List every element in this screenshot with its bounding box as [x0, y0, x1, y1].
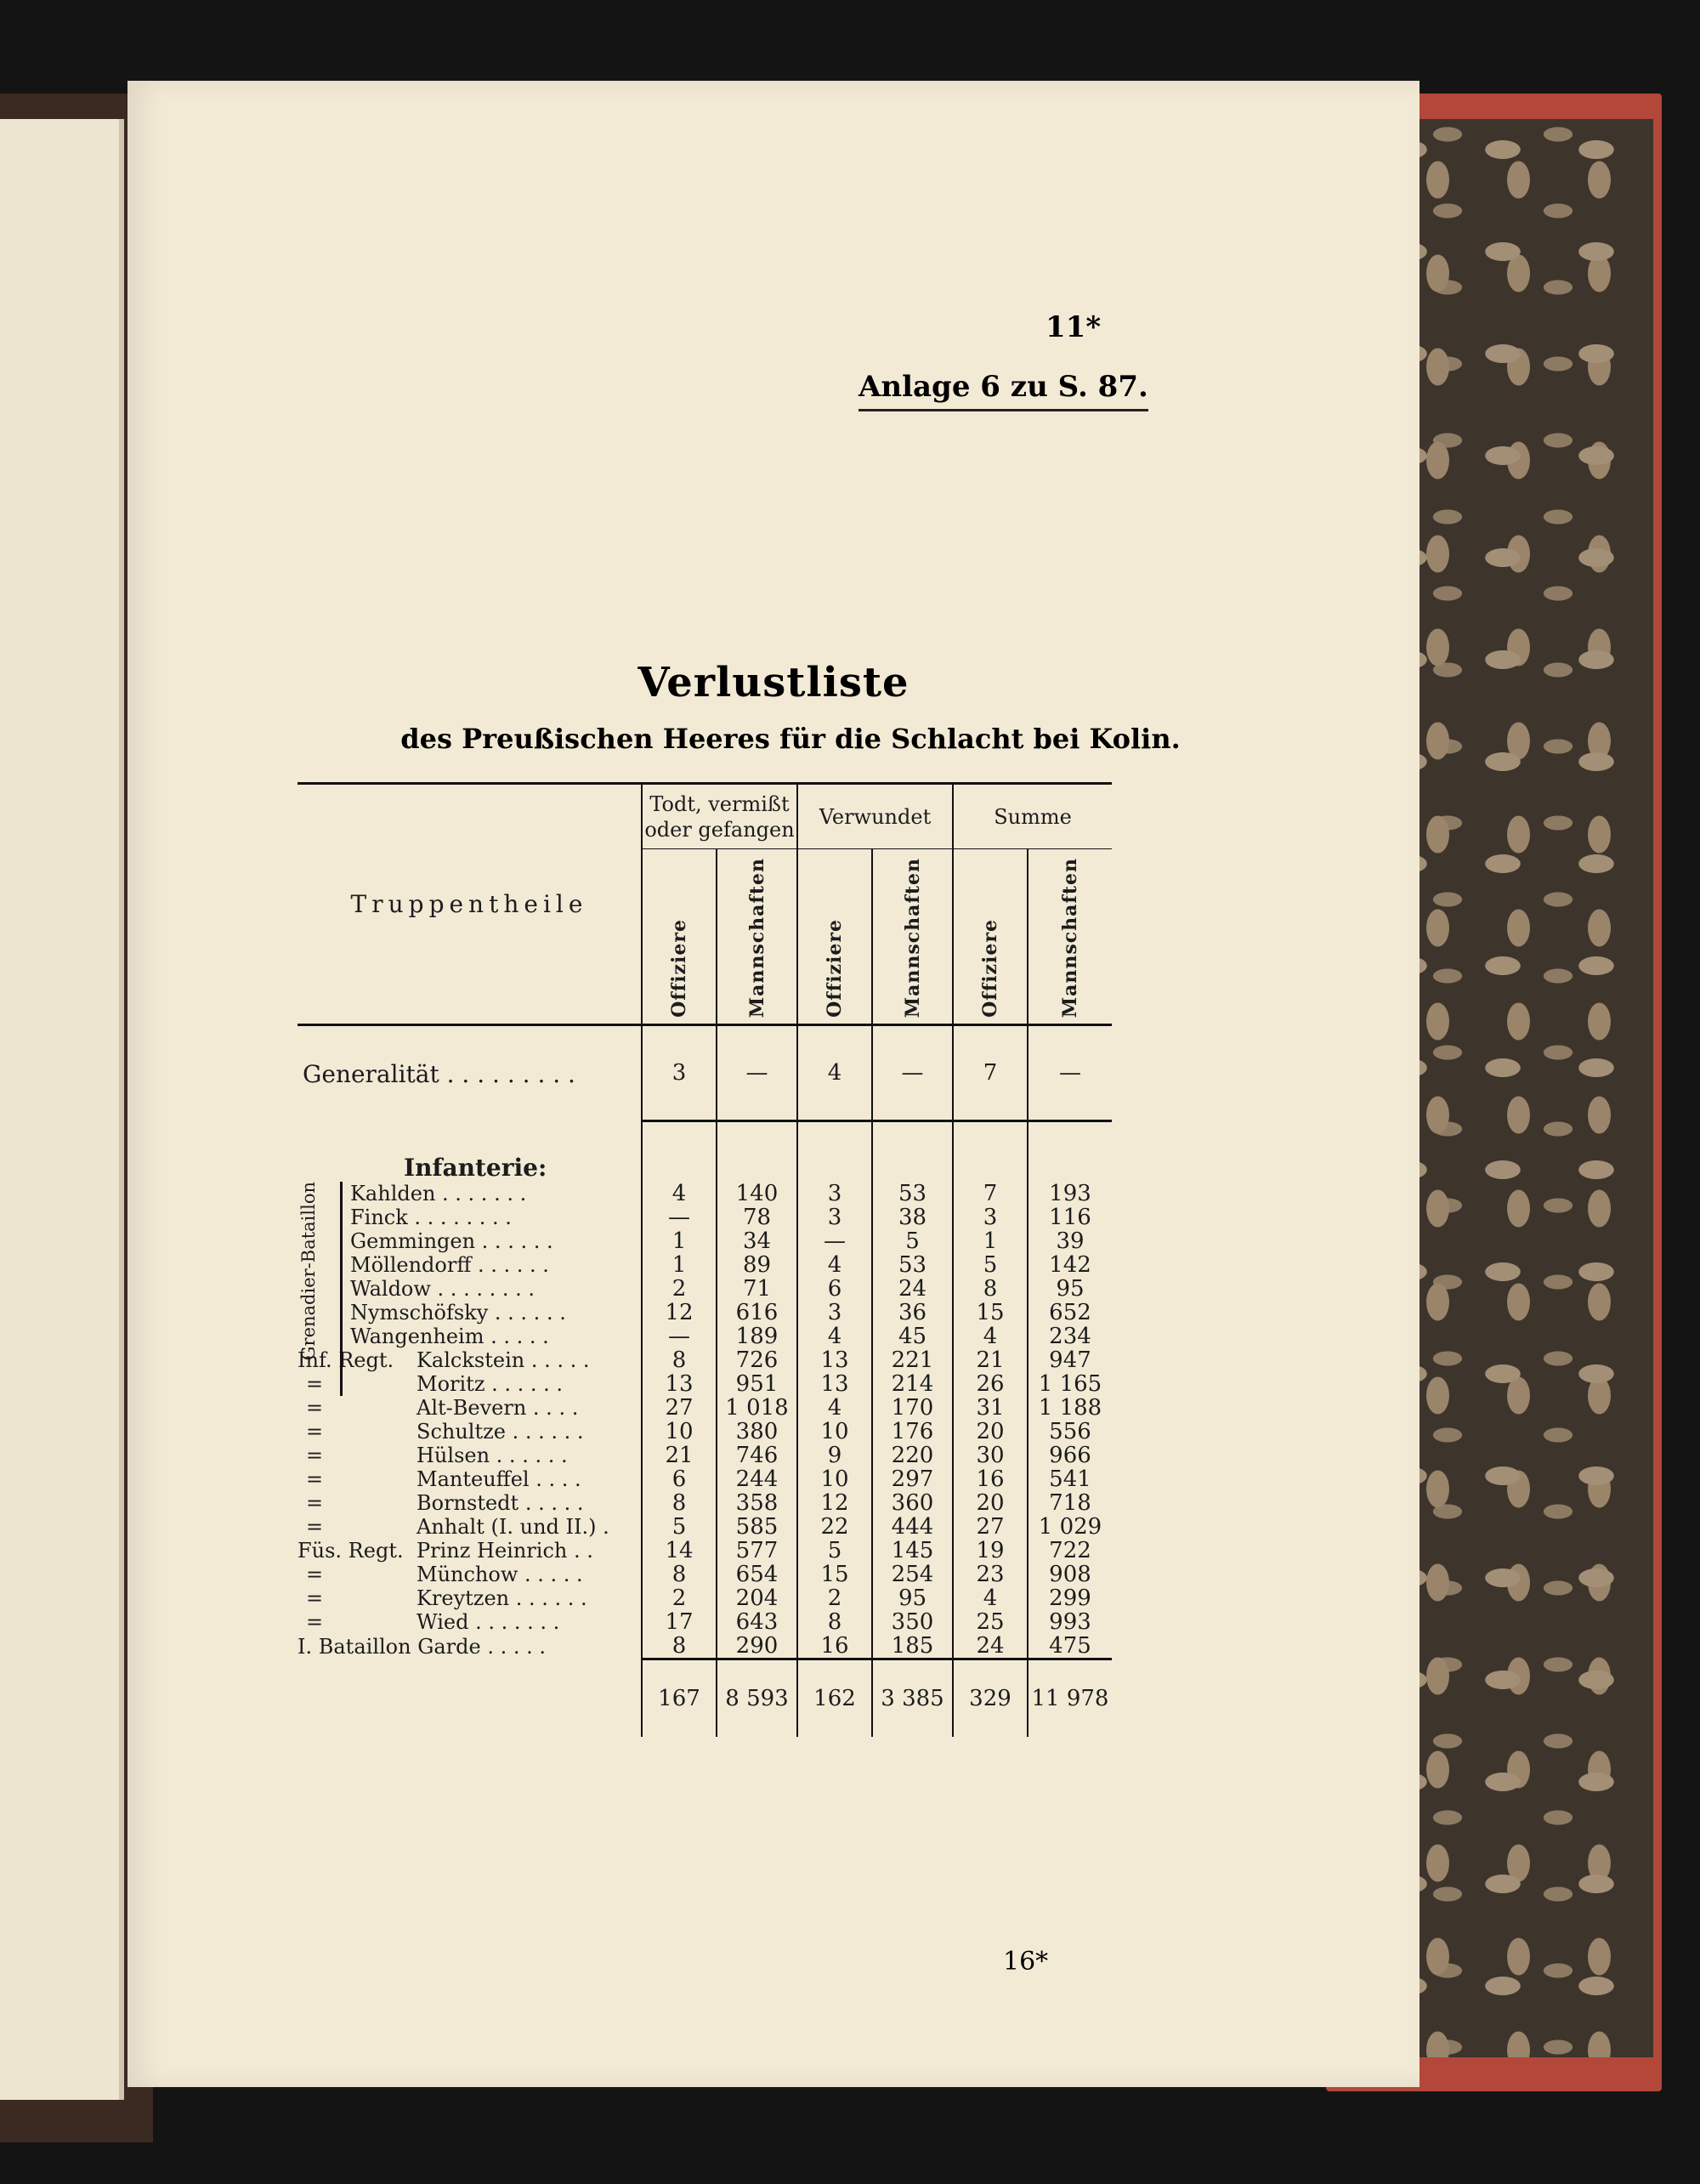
cell-value: 8: [953, 1277, 1028, 1301]
cell-value: 654: [717, 1563, 797, 1586]
row-label: Finck . . . . . . . .: [350, 1205, 512, 1230]
cell-value: 214: [872, 1372, 953, 1396]
loss-table: [298, 782, 1112, 1737]
cell-value: 170: [872, 1396, 953, 1420]
cell-value: 53: [872, 1253, 953, 1277]
header-mannschaften: Mannschaften: [717, 849, 797, 1025]
total-value: 162: [797, 1659, 872, 1738]
cell-value: 966: [1028, 1444, 1112, 1467]
cell-value: —: [642, 1325, 717, 1348]
cell-value: 19: [953, 1539, 1028, 1563]
cell-value: 8: [642, 1348, 717, 1372]
cell-value: 3: [797, 1205, 872, 1229]
cell-value: 8: [797, 1610, 872, 1634]
cell-value: 6: [797, 1277, 872, 1301]
cell-value: 616: [717, 1301, 797, 1325]
table-row: [298, 1586, 1112, 1610]
row-label: I. Bataillon Garde . . . . .: [298, 1635, 547, 1659]
cell-value: 39: [1028, 1229, 1112, 1253]
row-label: = Anhalt (I. und II.) .: [306, 1515, 609, 1540]
table-row: [298, 1372, 1112, 1396]
table-row: [298, 1539, 1112, 1563]
table-row: [298, 1277, 1112, 1301]
cell-value: 20: [953, 1491, 1028, 1515]
cell-value: 4: [953, 1586, 1028, 1610]
cell-value: 34: [717, 1229, 797, 1253]
cell-value: 7: [953, 1025, 1028, 1121]
cell-value: 1: [642, 1253, 717, 1277]
cell-value: 652: [1028, 1301, 1112, 1325]
cell-value: 21: [642, 1444, 717, 1467]
cell-value: 4: [953, 1325, 1028, 1348]
page-number: 11*: [1046, 310, 1102, 344]
cell-value: 189: [717, 1325, 797, 1348]
header-offiziere: Offiziere: [642, 849, 717, 1025]
cell-value: 3: [953, 1205, 1028, 1229]
document-page: [128, 81, 1420, 2087]
cell-value: 4: [642, 1182, 717, 1205]
cell-value: 17: [642, 1610, 717, 1634]
cell-value: 12: [642, 1301, 717, 1325]
cell-value: 908: [1028, 1563, 1112, 1586]
row-label: Füs. Regt. Prinz Heinrich . .: [298, 1539, 593, 1563]
cell-value: 722: [1028, 1539, 1112, 1563]
cell-value: 5: [953, 1253, 1028, 1277]
table-row: [298, 1205, 1112, 1229]
cell-value: 951: [717, 1372, 797, 1396]
cell-value: 3: [642, 1025, 717, 1121]
table-row: [298, 1563, 1112, 1586]
cell-value: 45: [872, 1325, 953, 1348]
table-row: [298, 1515, 1112, 1539]
cell-value: 25: [953, 1610, 1028, 1634]
grenadier-bracket: Grenadier-Bataillon: [299, 1182, 343, 1396]
row-label: Wangenheim . . . . .: [350, 1325, 549, 1349]
cell-value: 10: [797, 1467, 872, 1491]
marbled-endpaper: [1381, 119, 1653, 2057]
cell-value: 26: [953, 1372, 1028, 1396]
table-row: [298, 1396, 1112, 1420]
cell-value: 30: [953, 1444, 1028, 1467]
signature-mark: 16*: [1003, 1947, 1049, 1977]
appendix-reference: Anlage 6 zu S. 87.: [858, 370, 1148, 411]
infanterie-label: Infanterie:: [404, 1154, 547, 1183]
cell-value: 541: [1028, 1467, 1112, 1491]
cell-value: 5: [642, 1515, 717, 1539]
cell-value: 234: [1028, 1325, 1112, 1348]
cell-value: 176: [872, 1420, 953, 1444]
cell-value: —: [872, 1025, 953, 1121]
cell-value: 38: [872, 1205, 953, 1229]
cell-value: 475: [1028, 1634, 1112, 1659]
row-label: Möllendorff . . . . . .: [350, 1253, 549, 1278]
cell-value: 297: [872, 1467, 953, 1491]
cell-value: 10: [642, 1420, 717, 1444]
cell-value: 12: [797, 1491, 872, 1515]
header-offiziere: Offiziere: [953, 849, 1028, 1025]
generalitaet-row: [298, 1025, 1112, 1121]
cell-value: 254: [872, 1563, 953, 1586]
row-label: = Hülsen . . . . . .: [306, 1444, 568, 1468]
cell-value: 193: [1028, 1182, 1112, 1205]
cell-value: 16: [953, 1467, 1028, 1491]
table-row: [298, 1610, 1112, 1634]
total-value: 167: [642, 1659, 717, 1738]
header-mannschaften: Mannschaften: [1028, 849, 1112, 1025]
row-label: Waldow . . . . . . . .: [350, 1277, 535, 1302]
cell-value: 360: [872, 1491, 953, 1515]
cell-value: 95: [872, 1586, 953, 1610]
table-row: [298, 1182, 1112, 1205]
header-truppentheile: Truppentheile: [298, 784, 642, 1025]
table-row: [298, 1444, 1112, 1467]
header-mannschaften: Mannschaften: [872, 849, 953, 1025]
cell-value: 89: [717, 1253, 797, 1277]
cell-value: 8: [642, 1491, 717, 1515]
cell-value: 8: [642, 1634, 717, 1659]
table-row: [298, 1229, 1112, 1253]
cell-value: 5: [797, 1539, 872, 1563]
cell-value: 350: [872, 1610, 953, 1634]
cell-value: 24: [953, 1634, 1028, 1659]
cell-value: 746: [717, 1444, 797, 1467]
cell-value: 22: [797, 1515, 872, 1539]
total-value: 8 593: [717, 1659, 797, 1738]
cell-value: 643: [717, 1610, 797, 1634]
table-row: [298, 1253, 1112, 1277]
row-label: = Schultze . . . . . .: [306, 1420, 584, 1444]
row-label: = Manteuffel . . . .: [306, 1467, 581, 1492]
cell-value: 23: [953, 1563, 1028, 1586]
cell-value: 4: [797, 1396, 872, 1420]
total-value: 3 385: [872, 1659, 953, 1738]
cell-value: 444: [872, 1515, 953, 1539]
row-label: Inf. Regt. Kalckstein . . . . .: [298, 1348, 590, 1373]
cell-value: 1 165: [1028, 1372, 1112, 1396]
cell-value: 1 188: [1028, 1396, 1112, 1420]
table-row: [298, 1420, 1112, 1444]
cell-value: 27: [642, 1396, 717, 1420]
header-summe: Summe: [953, 784, 1112, 849]
cell-value: 585: [717, 1515, 797, 1539]
cell-value: 556: [1028, 1420, 1112, 1444]
cell-value: 78: [717, 1205, 797, 1229]
cell-value: 9: [797, 1444, 872, 1467]
cell-value: 4: [797, 1325, 872, 1348]
cell-value: 993: [1028, 1610, 1112, 1634]
cell-value: 8: [642, 1563, 717, 1586]
table-row: [298, 1634, 1112, 1659]
header-verwundet: Verwundet: [797, 784, 953, 849]
cell-value: 380: [717, 1420, 797, 1444]
row-label: = Kreytzen . . . . . .: [306, 1586, 587, 1611]
cell-value: —: [642, 1205, 717, 1229]
cell-value: 10: [797, 1420, 872, 1444]
totals-row: [298, 1659, 1112, 1738]
cell-value: 71: [717, 1277, 797, 1301]
table-row: [298, 1301, 1112, 1325]
cell-value: 3: [797, 1301, 872, 1325]
row-label: Gemmingen . . . . . .: [350, 1229, 553, 1254]
cell-value: 16: [797, 1634, 872, 1659]
cell-value: 2: [642, 1277, 717, 1301]
row-label: = Münchow . . . . .: [306, 1563, 583, 1587]
cell-value: 24: [872, 1277, 953, 1301]
cell-value: 726: [717, 1348, 797, 1372]
cell-value: 2: [642, 1586, 717, 1610]
cell-value: 13: [642, 1372, 717, 1396]
facing-page-left: [0, 119, 124, 2100]
cell-value: 36: [872, 1301, 953, 1325]
cell-value: 947: [1028, 1348, 1112, 1372]
page-subtitle: des Preußischen Heeres für die Schlacht bei Kolin.: [400, 723, 1181, 755]
cell-value: 204: [717, 1586, 797, 1610]
cell-value: 290: [717, 1634, 797, 1659]
cell-value: 2: [797, 1586, 872, 1610]
cell-value: 3: [797, 1182, 872, 1205]
infanterie-heading-row: [298, 1121, 1112, 1183]
cell-value: 185: [872, 1634, 953, 1659]
cell-value: 20: [953, 1420, 1028, 1444]
table-row: [298, 1467, 1112, 1491]
table-row: [298, 1325, 1112, 1348]
row-label: Generalität . . . . . . . . .: [303, 1059, 575, 1088]
cell-value: 358: [717, 1491, 797, 1515]
cell-value: 13: [797, 1348, 872, 1372]
cell-value: 53: [872, 1182, 953, 1205]
total-value: 329: [953, 1659, 1028, 1738]
total-value: 11 978: [1028, 1659, 1112, 1738]
cell-value: 5: [872, 1229, 953, 1253]
cell-value: 1 029: [1028, 1515, 1112, 1539]
cell-value: 15: [797, 1563, 872, 1586]
cell-value: 7: [953, 1182, 1028, 1205]
cell-value: 4: [797, 1253, 872, 1277]
cell-value: 1: [953, 1229, 1028, 1253]
table-row: [298, 1491, 1112, 1515]
cell-value: 221: [872, 1348, 953, 1372]
cell-value: 1: [642, 1229, 717, 1253]
row-label: Grenadier-Bataillon Kahlden . . . . . . .: [298, 1182, 642, 1205]
cell-value: —: [1028, 1025, 1112, 1121]
cell-value: 116: [1028, 1205, 1112, 1229]
cell-value: 15: [953, 1301, 1028, 1325]
cell-value: 21: [953, 1348, 1028, 1372]
cell-value: 6: [642, 1467, 717, 1491]
cell-value: 577: [717, 1539, 797, 1563]
cell-value: 4: [797, 1025, 872, 1121]
cell-value: —: [797, 1229, 872, 1253]
row-label: = Moritz . . . . . .: [306, 1372, 564, 1397]
cell-value: 220: [872, 1444, 953, 1467]
cell-value: 1 018: [717, 1396, 797, 1420]
cell-value: 140: [717, 1182, 797, 1205]
cell-value: 299: [1028, 1586, 1112, 1610]
cell-value: 27: [953, 1515, 1028, 1539]
cell-value: 31: [953, 1396, 1028, 1420]
header-todt: Todt, vermißt oder gefangen: [642, 784, 797, 849]
cell-value: 14: [642, 1539, 717, 1563]
cell-value: 145: [872, 1539, 953, 1563]
cell-value: 142: [1028, 1253, 1112, 1277]
row-label: = Wied . . . . . . .: [306, 1610, 560, 1635]
table-row: [298, 1348, 1112, 1372]
header-offiziere: Offiziere: [797, 849, 872, 1025]
cell-value: 718: [1028, 1491, 1112, 1515]
row-label: = Bornstedt . . . . .: [306, 1491, 584, 1516]
cell-value: —: [717, 1025, 797, 1121]
cell-value: 13: [797, 1372, 872, 1396]
row-label: Nymschöfsky . . . . . .: [350, 1301, 566, 1325]
cell-value: 244: [717, 1467, 797, 1491]
cell-value: 95: [1028, 1277, 1112, 1301]
page-title: Verlustliste: [638, 659, 910, 706]
row-label: = Alt-Bevern . . . .: [306, 1396, 579, 1421]
